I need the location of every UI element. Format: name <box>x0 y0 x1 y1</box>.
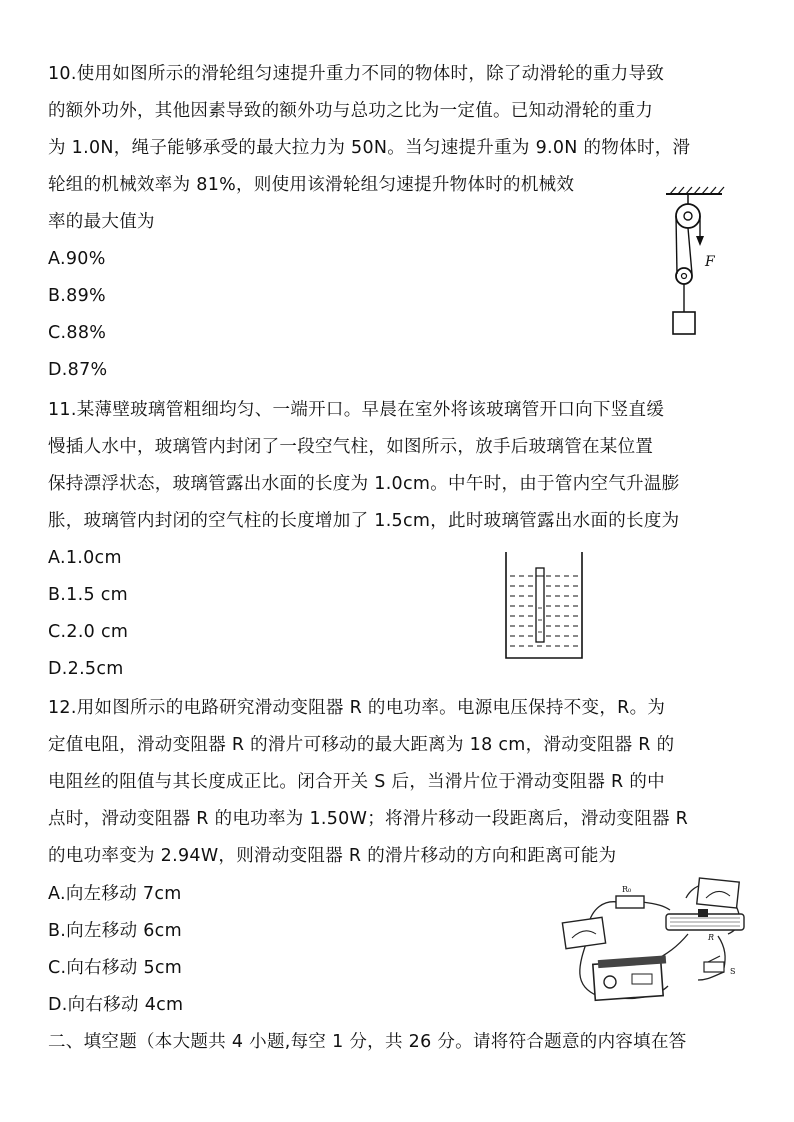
q10-option-b: B.89% <box>48 286 106 306</box>
q12-line-5: 的电功率变为 2.94W，则滑动变阻器 R 的滑片移动的方向和距离可能为 <box>48 846 617 866</box>
q12-line-4: 点时，滑动变阻器 R 的电功率为 1.50W；将滑片移动一段距离后，滑动变阻器 R <box>48 809 689 829</box>
section2-heading: 二、填空题（本大题共 4 小题,每空 1 分，共 26 分。请将符合题意的内容填在答 <box>48 1032 687 1052</box>
q10-line-1: 10.使用如图所示的滑轮组匀速提升重力不同的物体时，除了动滑轮的重力导致 <box>48 64 665 84</box>
q11-option-c: C.2.0 cm <box>48 622 129 642</box>
q12-line-2: 定值电阻，滑动变阻器 R 的滑片可移动的最大距离为 18 cm，滑动变阻器 R 的 <box>48 735 675 755</box>
q10-option-c: C.88% <box>48 323 107 343</box>
pulley-system-figure <box>660 186 730 338</box>
glass-tube-figure <box>502 550 586 662</box>
q10-line-5: 率的最大值为 <box>48 212 155 232</box>
q11-line-4: 胀，玻璃管内封闭的空气柱的长度增加了 1.5cm，此时玻璃管露出水面的长度为 <box>48 511 680 531</box>
q10-option-d: D.87% <box>48 360 108 380</box>
force-label: F <box>705 254 715 270</box>
q10-line-2: 的额外功外，其他因素导致的额外功与总功之比为一定值。已知动滑轮的重力 <box>48 101 654 121</box>
q12-option-b: B.向左移动 6cm <box>48 921 182 941</box>
q11-line-2: 慢插人水中，玻璃管内封闭了一段空气柱，如图所示，放手后玻璃管在某位置 <box>48 437 654 457</box>
q10-option-a: A.90% <box>48 249 106 269</box>
circuit-figure <box>558 876 748 1006</box>
q11-line-1: 11.某薄壁玻璃管粗细均匀、一端开口。早晨在室外将该玻璃管开口向下竖直缓 <box>48 400 665 420</box>
q11-line-3: 保持漂浮状态，玻璃管露出水面的长度为 1.0cm。中午时，由于管内空气升温膨 <box>48 474 680 494</box>
q11-option-d: D.2.5cm <box>48 659 124 679</box>
q10-line-4: 轮组的机械效率为 81%，则使用该滑轮组匀速提升物体时的机械效 <box>48 175 575 195</box>
q12-option-c: C.向右移动 5cm <box>48 958 183 978</box>
rheostat-label: R <box>708 933 715 942</box>
q12-line-1: 12.用如图所示的电路研究滑动变阻器 R 的电功率。电源电压保持不变，R。为 <box>48 698 666 718</box>
q11-option-a: A.1.0cm <box>48 548 122 568</box>
q12-option-d: D.向右移动 4cm <box>48 995 184 1015</box>
q12-line-3: 电阻丝的阻值与其长度成正比。闭合开关 S 后，当滑片位于滑动变阻器 R 的中 <box>48 772 665 792</box>
q12-option-a: A.向左移动 7cm <box>48 884 182 904</box>
q11-option-b: B.1.5 cm <box>48 585 129 605</box>
q10-line-3: 为 1.0N，绳子能够承受的最大拉力为 50N。当匀速提升重为 9.0N 的物体时，滑 <box>48 138 691 158</box>
switch-label: S <box>730 967 736 976</box>
r0-label: R₀ <box>622 885 632 894</box>
